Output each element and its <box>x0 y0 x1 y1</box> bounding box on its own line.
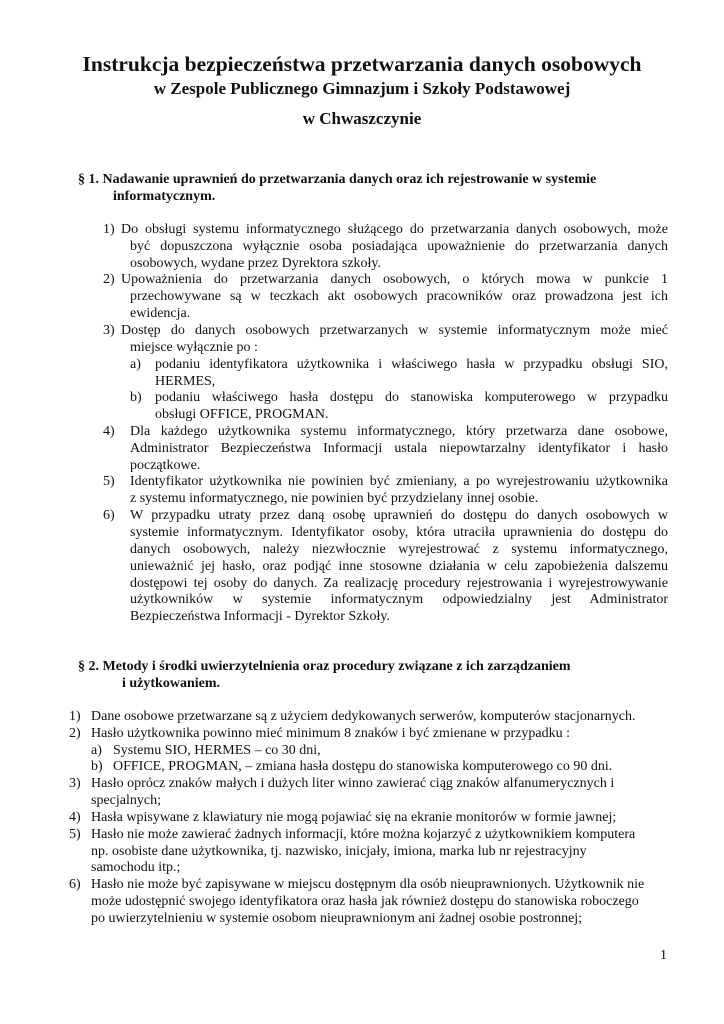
list-item-text: Do obsługi systemu informatycznego służącego do przetwarzania danych osobowych, może <box>121 222 668 237</box>
list-item-text: Dla każdego użytkownika systemu informatycznego, który przetwarza dane osobowe, <box>130 424 668 439</box>
list-item-text: Hasło oprócz znaków małych i dużych liter winno zawierać ciąg znaków alfanumerycznych i <box>91 776 615 791</box>
list-item-text: być dopuszczona wyłącznie osoba posiadająca upoważnienie do przetwarzania danych <box>130 239 668 254</box>
list-item-number: 3) <box>103 323 115 338</box>
list-item-text: osobowych, wydane przez Dyrektora szkoły. <box>130 256 382 271</box>
list-item-text: W przypadku utraty przez daną osobę uprawnień do dostępu do danych osobowych w <box>130 508 668 523</box>
list-item-text: np. osobiste dane użytkownika, tj. nazwisko, inicjały, imiona, marka lub nr rejestracyjny <box>91 844 587 859</box>
list-subitem-text: HERMES, <box>155 374 216 389</box>
list-item-number: 4) <box>103 424 115 439</box>
list-item-text: Dostęp do danych osobowych przetwarzanych w systemie informatycznym może mieć <box>121 323 668 338</box>
list-item-number: 1) <box>103 222 115 237</box>
list-item-text: Upoważnienia do przetwarzania danych osobowych, o których mowa w punkcie 1 <box>121 272 668 287</box>
list-item-text: specjalnych; <box>91 793 161 808</box>
list-item-number: 5) <box>69 827 81 842</box>
list-item-number: 6) <box>69 877 81 892</box>
section-1-heading-continued: informatycznym. <box>113 189 216 204</box>
list-subitem-text: podaniu właściwego hasła dostępu do stanowiska komputerowego w przypadku <box>155 390 668 405</box>
section-1-heading <box>78 171 596 188</box>
list-subitem-text: obsługi OFFICE, PROGMAN. <box>155 407 329 422</box>
list-subitem-letter: a) <box>130 357 141 372</box>
list-subitem-letter: a) <box>91 743 102 758</box>
list-item-text: danych osobowych, należy niezwłocznie wyrejestrować z systemu informatycznego, <box>130 542 668 557</box>
list-item-text: dostępowi tej osoby do danych. Za realizację procedury rejestrowania i wyrejestrowywanie <box>130 576 668 591</box>
list-item-text: systemie informatycznym. Identyfikator osoby, która utraciła uprawnienia do dostępu do <box>130 525 668 540</box>
list-item-text: Hasło nie może zawierać żadnych informacji, które można kojarzyć z użytkownikiem komputera <box>91 827 636 842</box>
list-item-number: 5) <box>103 474 115 489</box>
list-item-text: Dane osobowe przetwarzane są z użyciem dedykowanych serwerów, komputerów stacjonarnych. <box>91 709 636 724</box>
list-item-text: samochodu itp.; <box>91 860 181 875</box>
list-item-text: Hasła wpisywane z klawiatury nie mogą pojawiać się na ekranie monitorów w formie jawnej; <box>91 810 617 825</box>
list-item-number: 6) <box>103 508 115 523</box>
list-item-text: początkowe. <box>130 458 201 473</box>
section-1-heading-text: . Nadawanie uprawnień do przetwarzania danych oraz ich rejestrowanie w systemie <box>95 172 597 187</box>
document-subtitle: w Zespole Publicznego Gimnazjum i Szkoły Podstawowej <box>153 79 571 98</box>
list-subitem-letter: b) <box>91 759 103 774</box>
section-2-heading: § 2. Metody i środki uwierzytelnienia oraz procedury związane z ich zarządzaniem <box>78 659 571 674</box>
list-item-text: Administrator Bezpieczeństwa Informacji ustala niepowtarzalny identyfikator i hasło <box>130 441 668 456</box>
list-item-text: użytkowników w systemie informatycznym odpowiedzialny jest Administrator <box>130 592 668 607</box>
list-item-text: może udostępnić swojego identyfikatora oraz hasła jak również dostępu do stanowiska roboczego <box>91 894 639 909</box>
list-item-text: unieważnić jej hasło, oraz podjąć inne stosowne działania w celu zapobieżenia dalszemu <box>130 559 668 574</box>
list-item-text: ewidencja. <box>130 306 191 321</box>
list-item-text: Bezpieczeństwa Informacji - Dyrektor Szkoły. <box>130 609 390 624</box>
section-2-heading-continued: i użytkowaniem. <box>122 676 220 691</box>
list-item-text: Hasło użytkownika powinno mieć minimum 8 znaków i być zmienane w przypadku : <box>91 726 571 741</box>
list-subitem-text: OFFICE, PROGMAN, – zmiana hasła dostępu do stanowiska komputerowego co 90 dni. <box>113 759 613 774</box>
document-location: w Chwaszczynie <box>302 109 422 128</box>
document-title: Instrukcja bezpieczeństwa przetwarzania danych osobowych <box>82 52 642 76</box>
list-subitem-text: podaniu identyfikatora użytkownika i właściwego hasła w przypadku obsługi SIO, <box>155 357 668 372</box>
list-item-number: 4) <box>69 810 81 825</box>
list-item-number: 2) <box>103 272 115 287</box>
list-subitem-letter: b) <box>130 390 142 405</box>
list-item-text: miejsce wyłącznie po : <box>130 340 258 355</box>
list-item-number: 1) <box>69 709 81 724</box>
list-item-text: z systemu informatycznego, nie powinien być przydzielany innej osobie. <box>130 491 539 506</box>
list-item-number: 3) <box>69 776 81 791</box>
list-subitem-text: Systemu SIO, HERMES – co 30 dni, <box>113 743 321 758</box>
list-item-text: przechowywane są w teczkach akt osobowych pracowników oraz prowadzona jest ich <box>130 289 668 304</box>
list-item-number: 2) <box>69 726 81 741</box>
list-item-text: Hasło nie może być zapisywane w miejscu dostępnym dla osób nieuprawnionych. Użytkownik nie <box>91 877 645 892</box>
page-number: 1 <box>660 948 667 963</box>
list-item-text: Identyfikator użytkownika nie powinien być zmieniany, a po wyrejestrowaniu użytkownika <box>130 474 668 489</box>
section-1-number: § 1 <box>78 172 96 187</box>
list-item-text: po uwierzytelnieniu w systemie osobom nieuprawnionym ani żadnej osobie postronnej; <box>91 911 583 926</box>
